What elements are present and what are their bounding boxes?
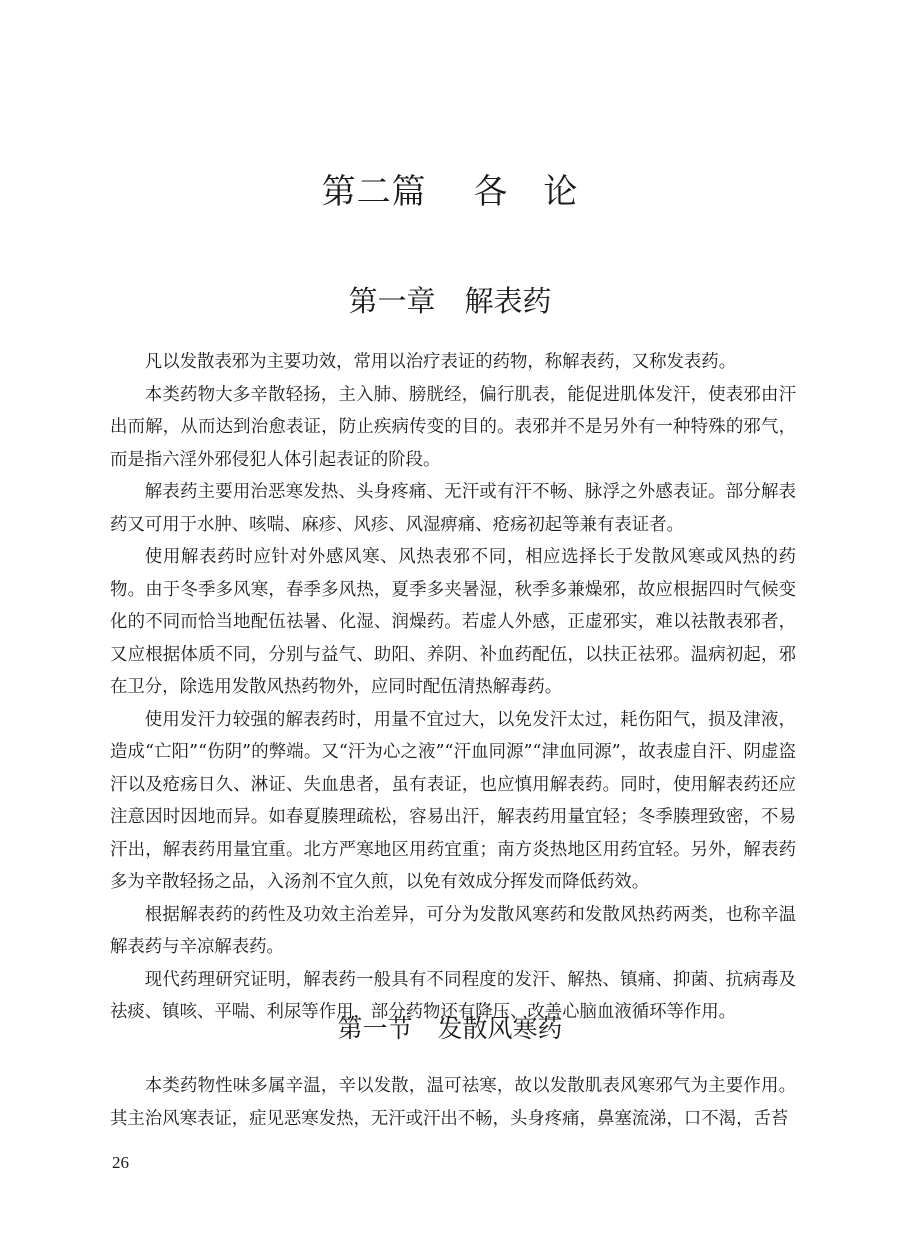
chapter-body [110, 346, 796, 1029]
paragraph: 本类药物大多辛散轻扬，主入肺、膀胱经，偏行肌表，能促进肌体发汗，使表邪由汗出而解，从而达到治愈表证，防止疾病传变的目的。表邪并不是另外有一种特殊的邪气，而是指六淫外邪侵犯人体引起表证的阶段。 [110, 384, 796, 470]
chapter-title: 第一章 解表药 [348, 284, 552, 318]
paragraph: 现代药理研究证明，解表药一般具有不同程度的发汗、解热、镇痛、抑菌、抗病毒及祛痰、镇咳、平喘、利尿等作用，部分药物还有降压、改善心脑血液循环等作用。 [110, 969, 796, 1022]
paragraph: 使用发汗力较强的解表药时，用量不宜过大，以免发汗太过，耗伤阳气，损及津液，造成“亡阳”“伤阴”的弊端。又“汗为心之液”“汗血同源”“津血同源”，故表虚自汗、阴虚盗汗以及疮疡日久、淋证、失血患者，虽有表证，也应慎用解表药。同时，使用解表药还应注意因时因地而异。如春夏腠理疏松，容易出汗，解表药用量宜轻；冬季腠理致密，不易汗出，解表药用量宜重。北方严寒地区用药宜重；南方炎热地区用药宜轻。另外，解表药多为辛散轻扬之品，入汤剂不宜久煎，以免有效成分挥发而降低药效。 [110, 709, 796, 892]
page-number: 26 [112, 1153, 129, 1172]
paragraph: 本类药物性味多属辛温，辛以发散，温可祛寒，故以发散肌表风寒邪气为主要作用。其主治风寒表证，症见恶寒发热，无汗或汗出不畅，头身疼痛，鼻塞流涕，口不渴，舌苔 [110, 1076, 796, 1129]
part-title: 第二篇 各 论 [321, 172, 579, 212]
paragraph: 解表药主要用治恶寒发热、头身疼痛、无汗或有汗不畅、脉浮之外感表证。部分解表药又可用于水肿、咳喘、麻疹、风疹、风湿痹痛、疮疡初起等兼有表证者。 [110, 482, 796, 535]
paragraph: 根据解表药的药性及功效主治差异，可分为发散风寒药和发散风热药两类，也称辛温解表药与辛凉解表药。 [110, 904, 796, 957]
section-title: 第一节 发散风寒药 [337, 1014, 563, 1043]
paragraph: 凡以发散表邪为主要功效，常用以治疗表证的药物，称解表药，又称发表药。 [144, 352, 737, 372]
section-body [110, 1070, 796, 1135]
paragraph: 使用解表药时应针对外感风寒、风热表邪不同，相应选择长于发散风寒或风热的药物。由于冬季多风寒，春季多风热，夏季多夹暑湿，秋季多兼燥邪，故应根据四时气候变化的不同而恰当地配伍祛暑、化湿、润燥药。若虚人外感，正虚邪实，难以祛散表邪者，又应根据体质不同，分别与益气、助阳、养阴、补血药配伍，以扶正祛邪。温病初起，邪在卫分，除选用发散风热药物外，应同时配伍清热解毒药。 [110, 547, 796, 697]
